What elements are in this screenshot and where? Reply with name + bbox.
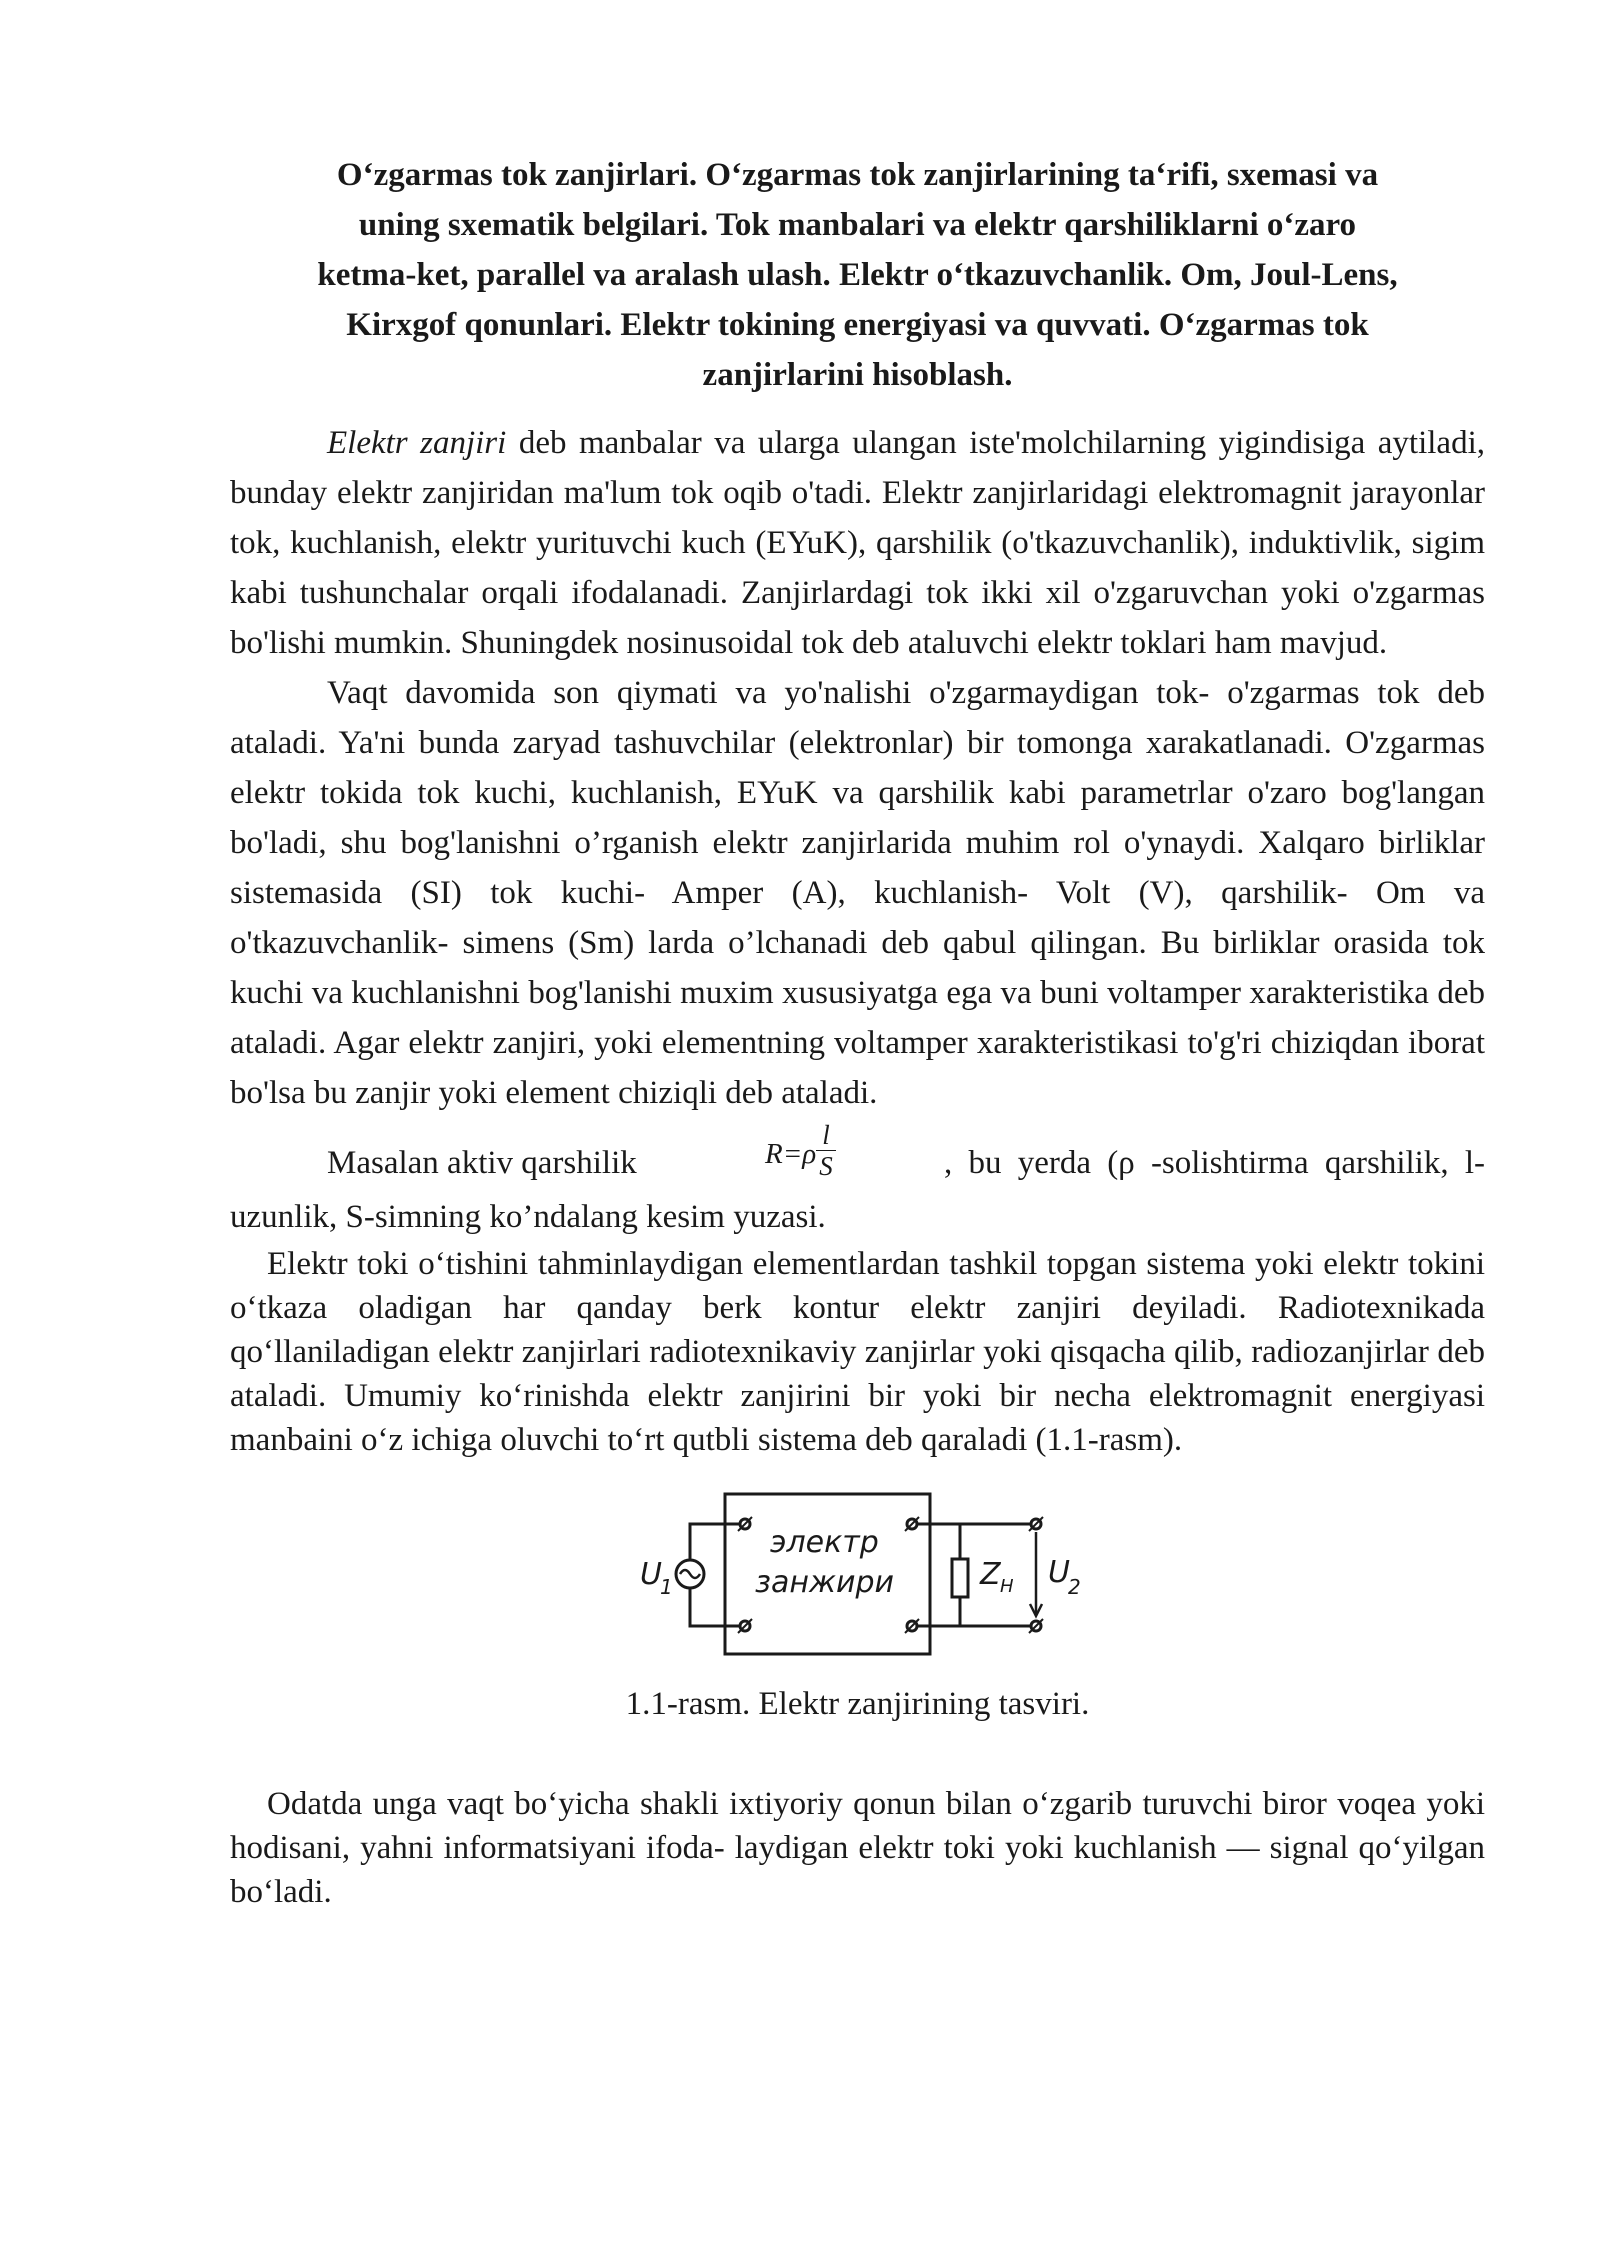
document-page: [230, 150, 1485, 1914]
paragraph-direct-current: Vaqt davomida son qiymati va yo'nalishi o'zgarmaydigan tok- o'zgarmas tok deb ataladi. Ya'ni bunda zaryad tashuvchilar (elektronlar) bir tomonga xarakatlanadi. O'zgarmas elektr tokida tok kuchi, kuchlanish, EYuK va qarshilik kabi parametrlar o'zaro bog'langan bo'ladi, shu bog'lanishni o’rganish elektr zanjirlarida muhim rol o'ynaydi. Xalqaro birliklar sistemasida (SI) tok kuchi- Amper (A), kuchlanish- Volt (V), qarshilik- Om va o'tkazuvchanlik- simens (Sm) larda o’lchanadi deb qabul qilingan. Bu birliklar orasida tok kuchi va kuchlanishni bog'lanishi muxim xususiyatga ega va buni voltamper xarakteristika deb ataladi. Agar elektr zanjiri, yoki elementning voltamper xarakteristikasi to'g'ri chiziqdan iborat bo'lsa bu zanjir yoki element chiziqli deb ataladi.: [230, 675, 1485, 1111]
document-title: [230, 150, 1485, 400]
paragraph-signal: Odatda unga vaqt bo‘yicha shakli ixtiyoriy qonun bilan o‘zgarib turuvchi biror voqea yoki hodisani, yahni informatsiyani ifoda- laydigan elektr toki yoki kuchlanish — signal qo‘yilgan bo‘ladi.: [230, 1786, 1485, 1910]
formula-line: [230, 1120, 1485, 1182]
title-line: ketma-ket, parallel va aralash ulash. Elektr o‘tkazuvchanlik. Om, Joul-Lens,: [317, 257, 1398, 293]
title-line: zanjirlarini hisoblash.: [702, 357, 1013, 393]
u2-label: U: [1048, 1555, 1070, 1590]
formula-continuation: uzunlik, S-simning ko’ndalang kesim yuzasi.: [230, 1199, 826, 1235]
formula-denominator: S: [819, 1151, 833, 1181]
circuit-diagram: [600, 1484, 1120, 1664]
formula-fraction: [816, 1120, 836, 1181]
figure-circuit: [230, 1484, 1485, 1674]
title-line: Kirxgof qonunlari. Elektr tokining energiyasi va quvvati. O‘zgarmas tok: [346, 307, 1369, 343]
resistance-formula: [765, 1120, 836, 1181]
u1-subscript: 1: [660, 1575, 673, 1599]
formula-intro: Masalan aktiv qarshilik: [327, 1145, 637, 1181]
title-line: O‘zgarmas tok zanjirlari. O‘zgarmas tok zanjirlarining ta‘rifi, sxemasi va: [336, 157, 1379, 193]
zn-label: Z: [980, 1557, 1001, 1592]
formula-explanation: , bu yerda (ρ -solishtirma qarshilik, l-: [943, 1145, 1485, 1181]
u2-subscript: 2: [1068, 1575, 1081, 1599]
paragraph-circuit-definition: Elektr toki o‘tishini tahminlaydigan elementlardan tashkil topgan sistema yoki elektr tokini o‘tkaza oladigan har qanday berk kontur elektr zanjiri deyiladi. Radiotexnikada qo‘llaniladigan elektr zanjirlari radiotexnikaviy zanjirlar yoki qisqacha qilib, radiozanjirlar deb ataladi. Umumiy ko‘rinishda elektr zanjirini bir yoki bir necha elektromagnit energiyasi manbaini o‘z ichiga oluvchi to‘rt qutbli sistema deb qaraladi (1.1-rasm).: [230, 1246, 1485, 1458]
formula-numerator: l: [816, 1120, 836, 1151]
u1-label: U: [640, 1557, 662, 1592]
formula-lhs: R=ρ: [765, 1138, 817, 1171]
box-label-line1: электр: [770, 1525, 879, 1560]
figure-caption: 1.1-rasm. Elektr zanjirining tasviri.: [625, 1686, 1090, 1722]
paragraph-definition: [230, 418, 1485, 668]
load-resistor-icon: [952, 1559, 968, 1597]
paragraph-text: deb manbalar va ularga ulangan iste'molchilarning yigindisiga aytiladi, bunday elektr zanjiridan ma'lum tok oqib o'tadi. Elektr zanjirlaridagi elektromagnit jarayonlar tok, kuchlanish, elektr yurituvchi kuch (EYuK), qarshilik (o'tkazuvchanlik), induktivlik, sigim kabi tushunchalar orqali ifodalanadi. Zanjirlardagi tok ikki xil o'zgaruvchan yoki o'zgarmas bo'lishi mumkin. Shuningdek nosinusoidal tok deb ataluvchi elektr toklari ham mavjud.: [230, 425, 1485, 661]
term-elektr-zanjiri: Elektr zanjiri: [327, 425, 507, 461]
zn-subscript: Н: [1000, 1576, 1014, 1597]
box-label-line2: занжири: [755, 1565, 895, 1600]
title-line: uning sxematik belgilari. Tok manbalari va elektr qarshiliklarni o‘zaro: [358, 207, 1357, 243]
